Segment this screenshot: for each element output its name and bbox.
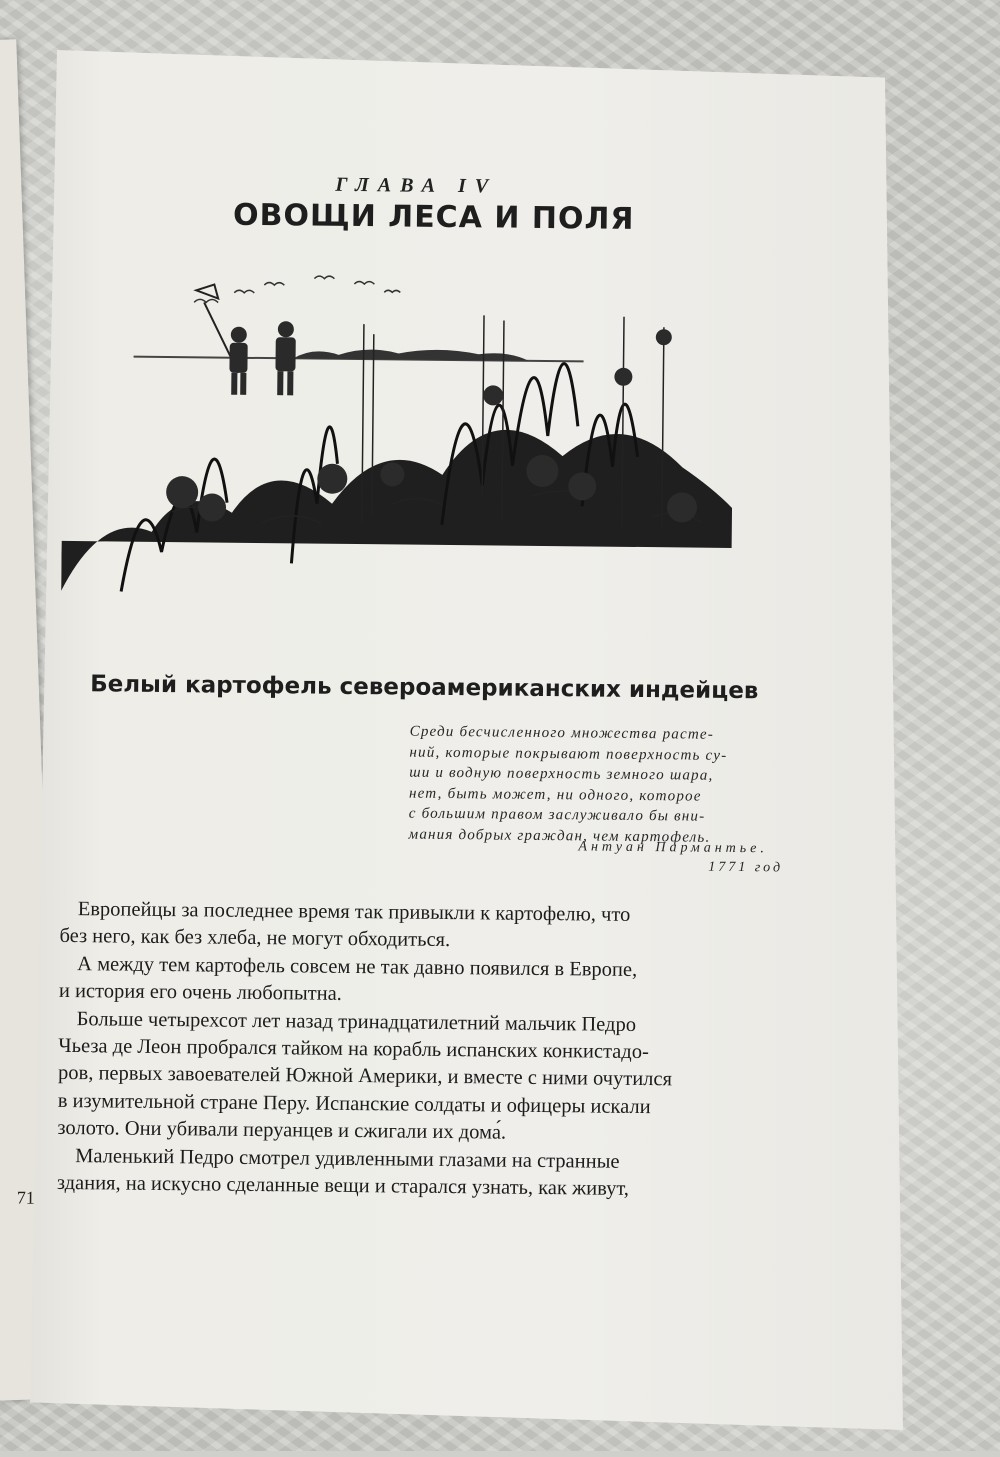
body-line: здания, на искусно сделанные вещи и старался узнать, как живут, xyxy=(56,1171,630,1200)
epigraph-author: Антуан Пармантье. xyxy=(578,839,768,857)
section-title: Белый картофель североамериканских индейцев xyxy=(90,671,759,705)
body-line: без него, как без хлеба, не могут обходиться. xyxy=(59,925,451,952)
epigraph-line: нет, быть может, ни одного, которое xyxy=(408,785,702,805)
body-line: Европейцы за последнее время так привыкли к картофелю, что xyxy=(77,898,631,926)
body-line: и история его очень любопытна. xyxy=(58,980,342,1006)
chapter-label: ГЛАВА IV xyxy=(335,173,498,198)
chapter-title: ОВОЩИ ЛЕСА И ПОЛЯ xyxy=(232,197,635,237)
epigraph-line: Среди бесчисленного множества расте- xyxy=(409,723,715,743)
page-number: 71 xyxy=(16,1187,35,1208)
body-line: Чьеза де Леон пробрался тайком на корабль испанских конкистадо- xyxy=(58,1034,649,1064)
epigraph-line: ний, которые покрывают поверхность су- xyxy=(409,744,728,764)
body-line: А между тем картофель совсем не так давно появился в Европе, xyxy=(77,952,638,981)
body-line: Маленький Педро смотрел удивленными глазами на странные xyxy=(75,1144,620,1173)
epigraph-year: 1771 год xyxy=(708,859,784,876)
body-line: в изумительной стране Перу. Испанские солдаты и офицеры искали xyxy=(57,1089,651,1118)
epigraph-line: с большим правом заслуживало бы вни- xyxy=(408,805,706,825)
epigraph-line: мания добрых граждан, чем картофель. xyxy=(408,826,711,846)
body-line: Больше четырехсот лет назад тринадцатилетний мальчик Педро xyxy=(76,1007,637,1036)
epigraph xyxy=(408,722,784,849)
epigraph-line: ши и водную поверхность земного шара, xyxy=(409,764,714,784)
field-illustration xyxy=(61,261,745,618)
body-line: ров, первых завоевателей Южной Америки, и вместе с ними очутился xyxy=(57,1062,673,1091)
body-line: золото. Они убивали перуанцев и сжигали их дома́. xyxy=(57,1117,507,1144)
body-text xyxy=(57,896,820,1205)
